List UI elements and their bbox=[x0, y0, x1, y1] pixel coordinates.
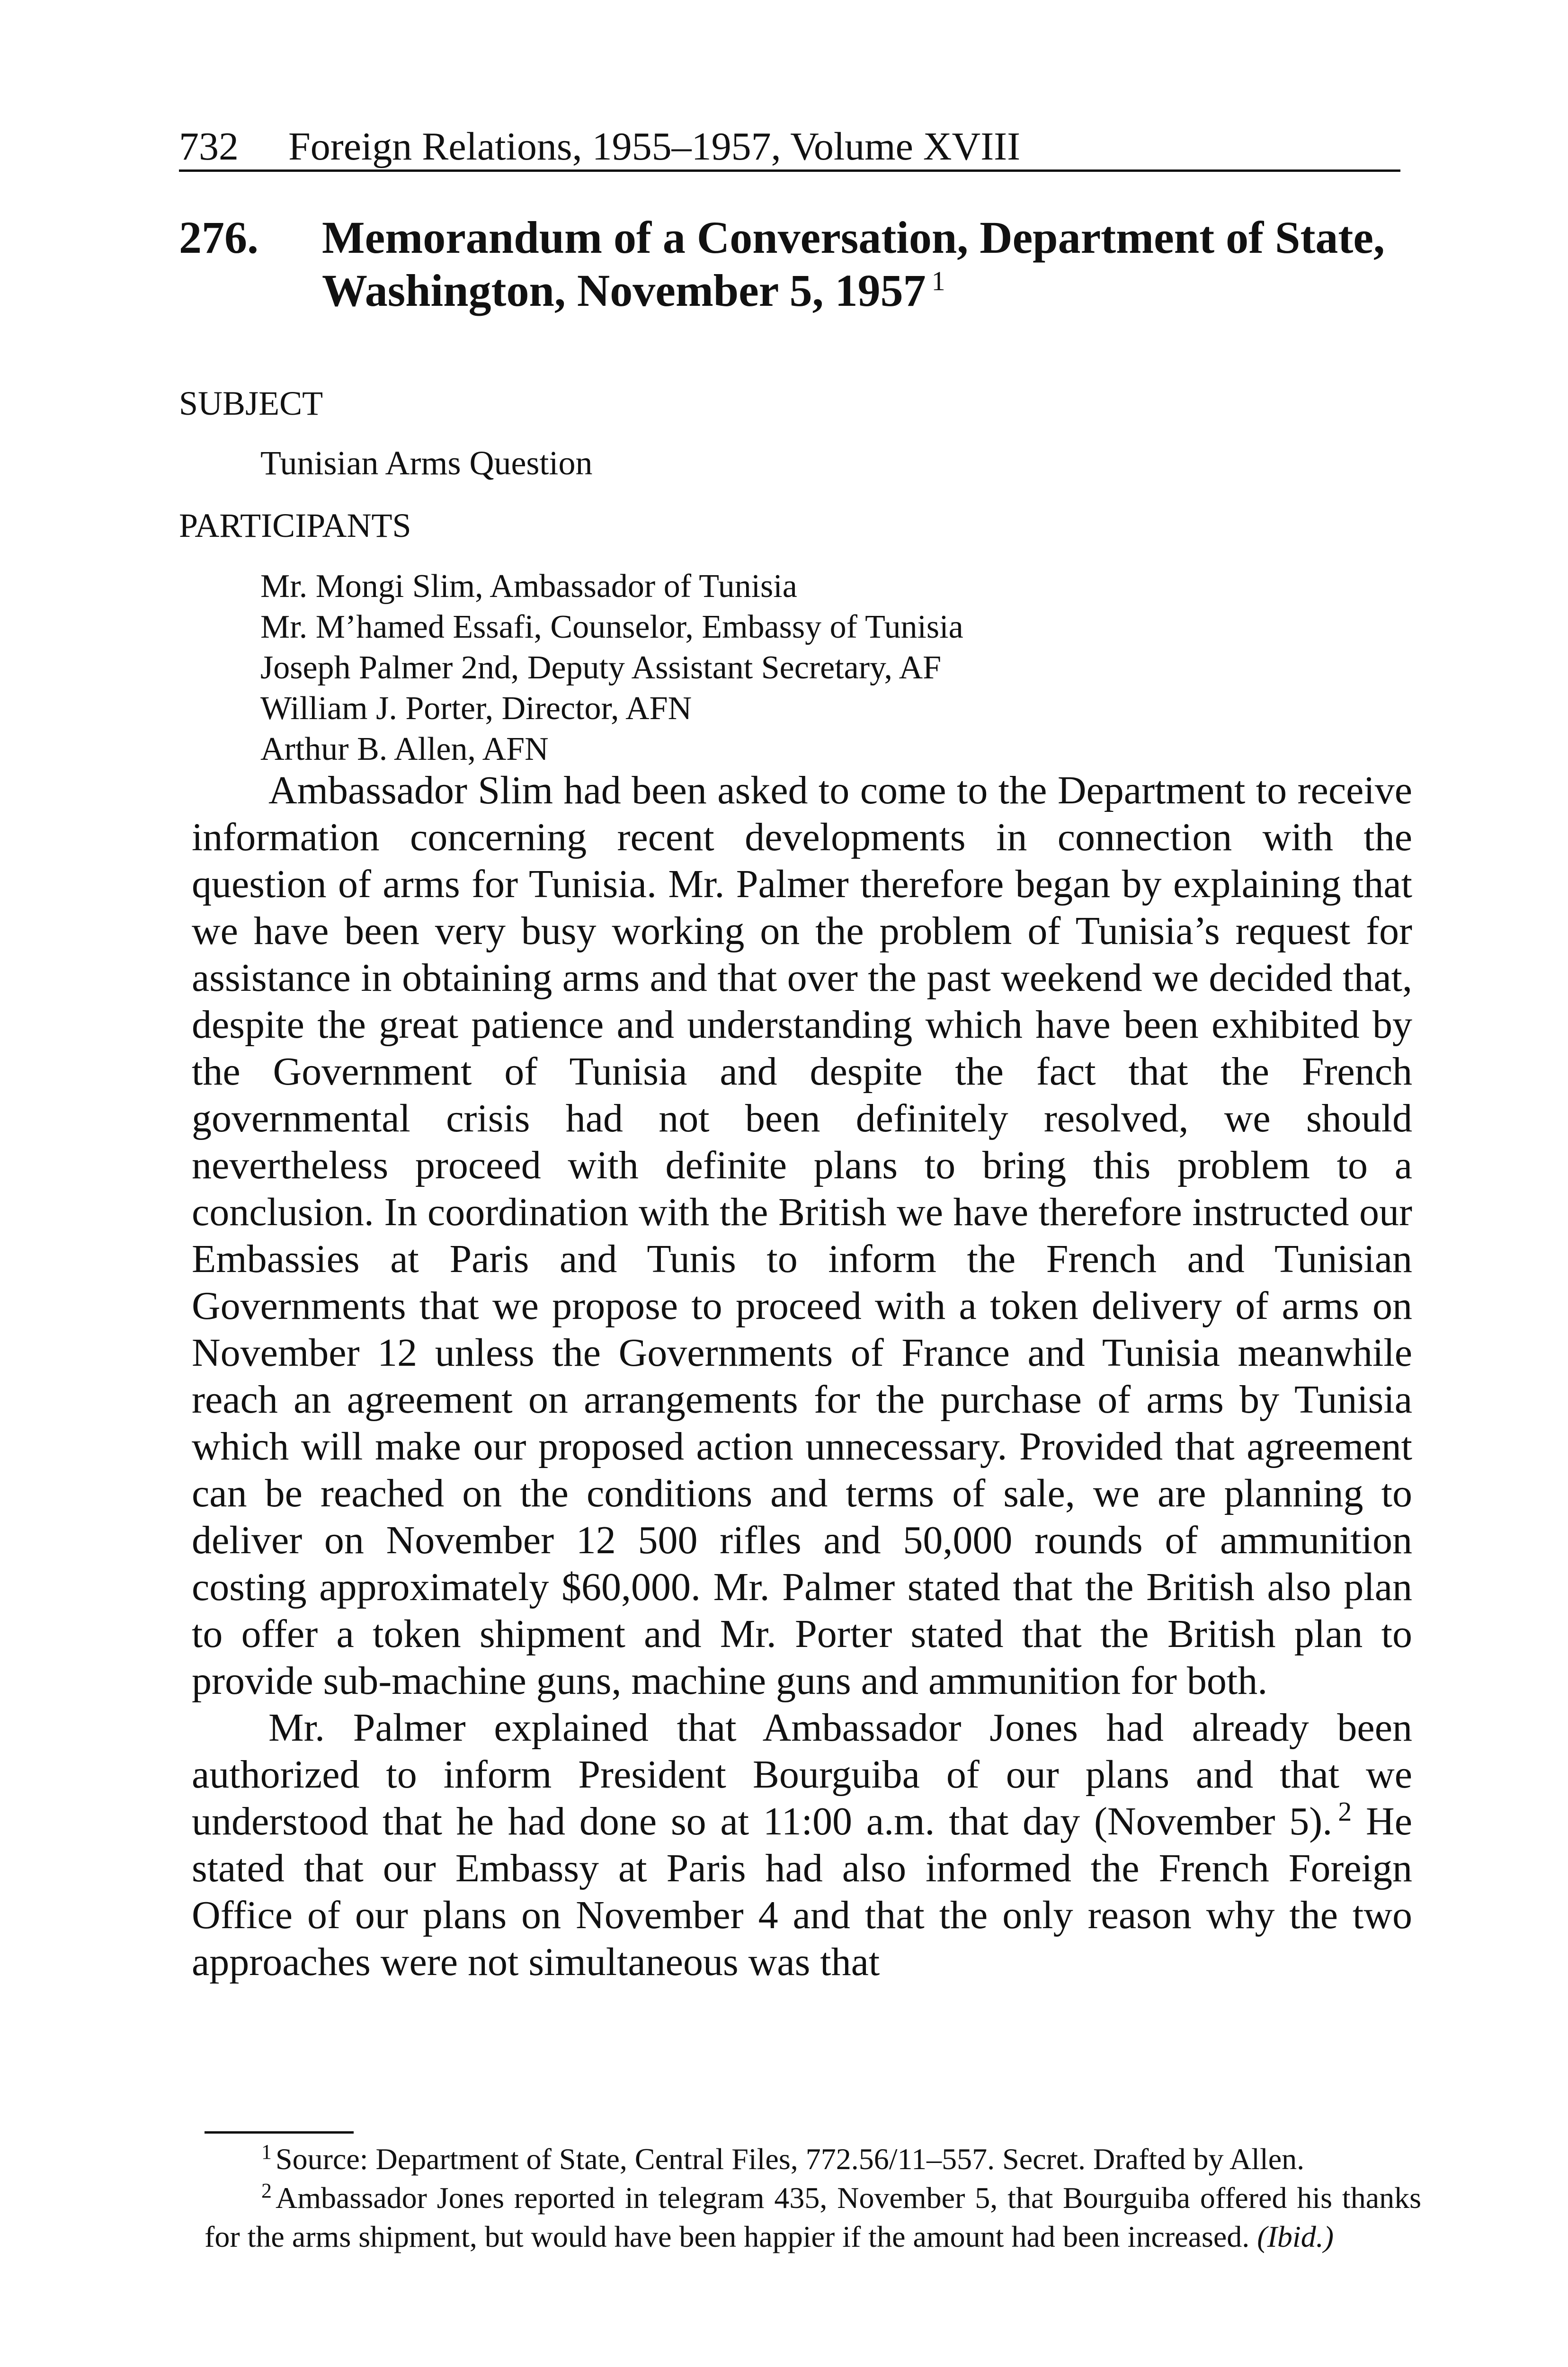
footnote-2 bbox=[205, 2179, 1421, 2256]
subject-label: SUBJECT bbox=[179, 384, 323, 422]
document-title bbox=[322, 211, 1406, 317]
document-title-text: Memorandum of a Conversation, Department of State, Washington, November 5, 1957 bbox=[322, 212, 1385, 316]
footnote-1 bbox=[205, 2140, 1421, 2179]
footnote-reference-2[interactable]: 2 bbox=[1338, 1796, 1352, 1827]
subject-value: Tunisian Arms Question bbox=[260, 444, 593, 482]
participants-label: PARTICIPANTS bbox=[179, 507, 411, 544]
participant-item: Arthur B. Allen, AFN bbox=[260, 731, 549, 767]
participant-item: Mr. Mongi Slim, Ambassador of Tunisia bbox=[260, 568, 797, 605]
body-paragraph-1: Ambassador Slim had been asked to come to the Department to receive information concerning recent developments in connection with the question of arms for Tunisia. Mr. Palmer therefore began by explaining that we have been very busy working on the problem of Tunisia’s request for assistance in obtaining arms and that over the past weekend we decided that, despite the great patience and understanding which have been exhibited by the Government of Tunisia and despite the fact that the French governmental crisis had not been definitely resolved, we should nevertheless proceed with definite plans to bring this problem to a conclusion. In coordination with the British we have therefore instructed our Embassies at Paris and Tunis to inform the French and Tunisian Governments that we propose to proceed with a token delivery of arms on November 12 unless the Governments of France and Tunisia meanwhile reach an agreement on arrangements for the purchase of arms by Tunisia which will make our proposed action unnecessary. Provided that agreement can be reached on the conditions and terms of sale, we are planning to deliver on November 12 500 rifles and 50,000 rounds of ammunition costing approximately $60,000. Mr. Palmer stated that the British also plan to offer a token shipment and Mr. Porter stated that the British plan to provide sub-machine guns, machine guns and ammunition for both. bbox=[192, 768, 1412, 1703]
participants-list bbox=[260, 566, 963, 770]
page-number: 732 bbox=[179, 125, 239, 169]
footnote-1-text: Source: Department of State, Central Files, 772.56/11–557. Secret. Drafted by Allen. bbox=[276, 2142, 1305, 2176]
footnote-divider bbox=[205, 2131, 354, 2134]
running-header bbox=[179, 127, 1400, 172]
participant-item: Joseph Palmer 2nd, Deputy Assistant Secretary, AF bbox=[260, 650, 942, 686]
body-paragraph-2-text-a: Mr. Palmer explained that Ambassador Jones had already been authorized to inform President Bourguiba of our plans and that we understood that he had done so at 11:00 a.m. that day (November 5). bbox=[192, 1706, 1412, 1843]
footnotes bbox=[205, 2140, 1421, 2256]
body-paragraph-2 bbox=[192, 1704, 1412, 1985]
body-paragraph-2-text-b: He stated that our Embassy at Paris had also informed the French Foreign Office of our plans on November 4 and that the only reason why the two approaches were not simultaneous was that bbox=[192, 1799, 1412, 1984]
participant-item: William J. Porter, Director, AFN bbox=[260, 690, 692, 727]
footnote-marker-2: 2 bbox=[261, 2179, 272, 2202]
footnote-2-text: Ambassador Jones reported in telegram 435, November 5, that Bourguiba offered his thanks for the arms shipment, but would have been happier if the amount had been increased. bbox=[205, 2181, 1421, 2253]
document-number: 276. bbox=[179, 212, 258, 263]
memorandum-body bbox=[192, 767, 1412, 1985]
volume-title: Foreign Relations, 1955–1957, Volume XVIII bbox=[288, 125, 1021, 169]
footnote-2-citation: (Ibid.) bbox=[1257, 2220, 1334, 2253]
footnote-marker-1: 1 bbox=[261, 2140, 272, 2163]
participant-item: Mr. M’hamed Essafi, Counselor, Embassy of Tunisia bbox=[260, 609, 963, 645]
footnote-reference-1[interactable]: 1 bbox=[931, 266, 945, 296]
